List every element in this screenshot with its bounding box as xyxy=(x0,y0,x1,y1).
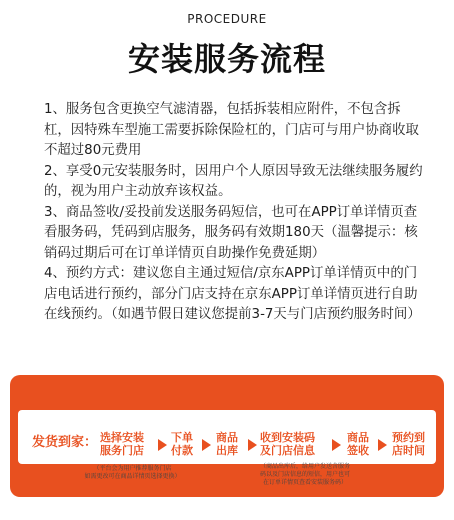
term-3: 3、商品签收/妥投前发送服务码短信，也可在APP订单详情页查看服务码，凭码到店服务，服务码有效期180天（温馨提示：核销码过期后可在订单详情页自助操作免费延期） xyxy=(44,204,418,261)
flow-note-code: （商品出库后，给用户发送含服务 码以及门店信息的短信，用户也可 在订单详情页查看安装服务码） xyxy=(259,463,350,486)
flow-step-select-store: 选择安装 服务门店 xyxy=(100,431,144,457)
arrow-icon xyxy=(158,439,167,451)
term-2: 2、享受0元安装服务时，因用户个人原因导致无法继续服务履约的，视为用户主动放弃该权益。 xyxy=(44,163,423,199)
flow-panel xyxy=(10,375,444,497)
term-4: 4、预约方式：建议您自主通过短信/京东APP订单详情页中的门店电话进行预约，部分门店支持在京东APP订单详情页进行自助在线预约。（如遇节假日建议您提前3-7天与门店预约服务时间） xyxy=(44,266,421,322)
term-1: 1、服务包含更换空气滤清器，包括拆装相应附件，不包含拆杠，因特殊车型施工需要拆除保险杠的，门店可与用户协商收取不超过80元费用 xyxy=(44,102,419,158)
flow-step-receive-code: 收到安装码 及门店信息 xyxy=(260,431,315,457)
arrow-icon xyxy=(202,439,211,451)
flow-step-pay: 下单 付款 xyxy=(171,431,193,457)
flow-step-book-time: 预约到 店时间 xyxy=(392,431,425,457)
arrow-icon xyxy=(248,439,257,451)
flow-step-signed: 商品 签收 xyxy=(347,431,369,457)
flow-note-store: （平台会为用户推荐服务门店 如需更改可在商品详情页选择更换） xyxy=(84,465,181,480)
terms-text xyxy=(44,100,424,326)
eyebrow-label: PROCEDURE xyxy=(187,12,267,26)
page-title: 安装服务流程 xyxy=(127,40,326,78)
flow-start-label: 发货到家： xyxy=(32,435,98,450)
arrow-icon xyxy=(378,439,387,451)
flow-step-outbound: 商品 出库 xyxy=(216,431,238,457)
arrow-icon xyxy=(332,439,341,451)
